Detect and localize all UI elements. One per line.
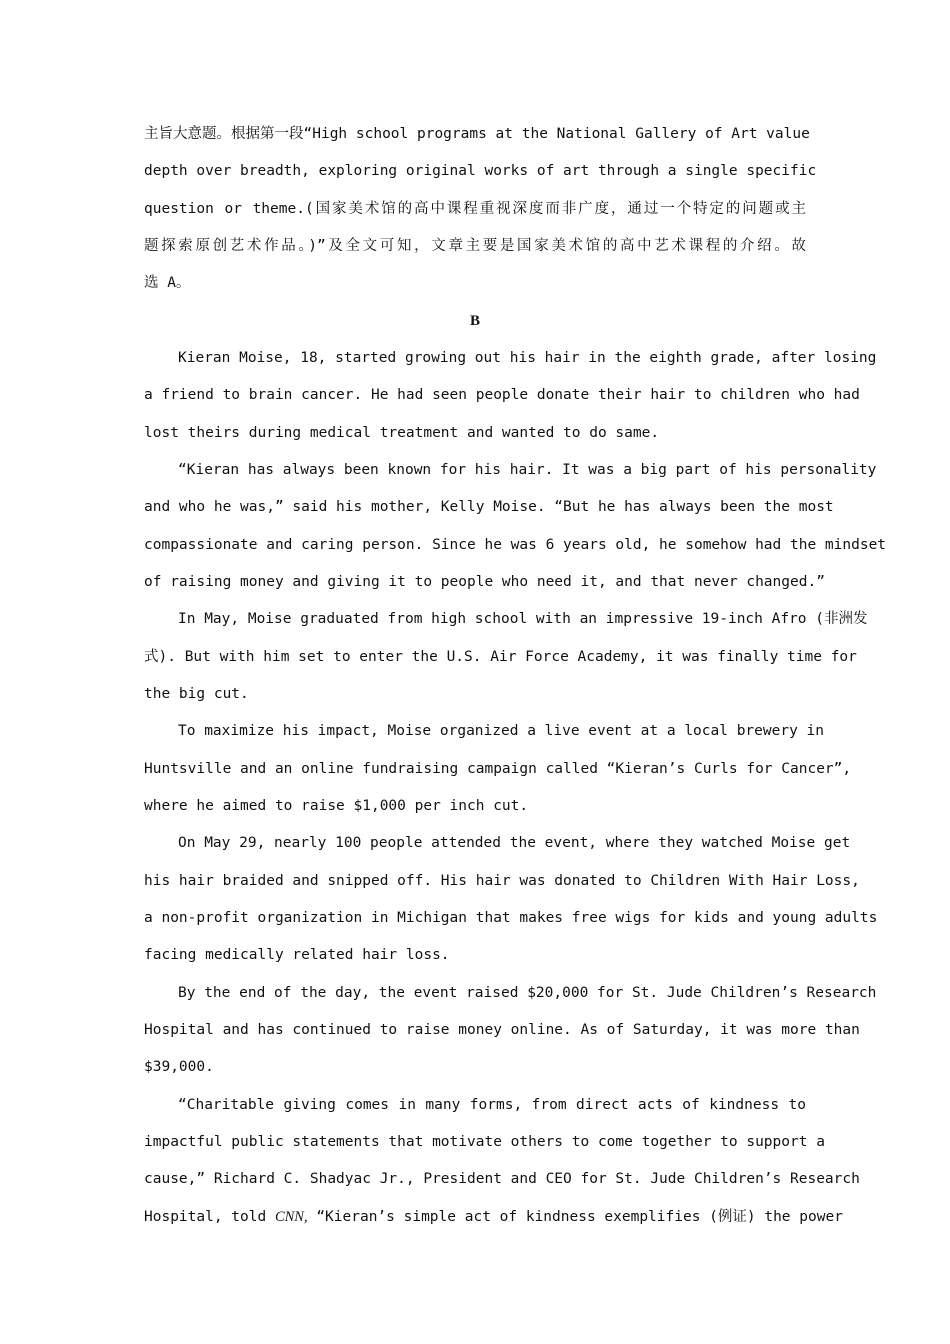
passage-line: and who he was,” said his mother, Kelly Moise. “But he has always been the most bbox=[144, 499, 834, 515]
passage-line: In May, Moise graduated from high school with an impressive 19-inch Afro (非洲发 bbox=[178, 611, 868, 627]
passage-line: By the end of the day, the event raised $20,000 for St. Jude Children’s Research bbox=[178, 985, 877, 1001]
passage-line: To maximize his impact, Moise organized a live event at a local brewery in bbox=[178, 723, 825, 739]
passage-line: of raising money and giving it to people who need it, and that never changed.” bbox=[144, 574, 825, 590]
passage-line: his hair braided and snipped off. His hair was donated to Children With Hair Loss, bbox=[144, 873, 860, 889]
passage-line: $39,000. bbox=[144, 1059, 214, 1075]
passage-line: the big cut. bbox=[144, 686, 249, 702]
passage-line: Kieran Moise, 18, started growing out his hair in the eighth grade, after losing bbox=[178, 350, 877, 366]
analysis-line-5: 选 A。 bbox=[144, 275, 191, 291]
analysis-line-2: depth over breadth, exploring original works of art through a single specific bbox=[144, 163, 817, 179]
passage-line: 式). But with him set to enter the U.S. Air Force Academy, it was finally time for bbox=[144, 649, 857, 665]
passage-text: Hospital, told bbox=[144, 1209, 275, 1225]
passage-line: where he aimed to raise $1,000 per inch cut. bbox=[144, 798, 529, 814]
passage-line: a non-profit organization in Michigan that makes free wigs for kids and young adults bbox=[144, 910, 878, 926]
source-name: CNN, bbox=[274, 1209, 308, 1225]
passage-line: facing medically related hair loss. bbox=[144, 947, 450, 963]
passage-line: a friend to brain cancer. He had seen people donate their hair to children who had bbox=[144, 387, 860, 403]
passage-line: impactful public statements that motivate others to come together to support a bbox=[144, 1134, 825, 1150]
analysis-line-3: question or theme.(国家美术馆的高中课程重视深度而非广度，通过一个特定的问题或主 bbox=[144, 201, 806, 217]
passage-line: lost theirs during medical treatment and wanted to do same. bbox=[144, 425, 660, 441]
passage-line: Hospital and has continued to raise money online. As of Saturday, it was more than bbox=[144, 1022, 860, 1038]
passage-line: On May 29, nearly 100 people attended the event, where they watched Moise get bbox=[178, 835, 851, 851]
analysis-line-1: 主旨大意题。根据第一段“High school programs at the National Gallery of Art value bbox=[144, 126, 810, 142]
passage-text: “Kieran’s simple act of kindness exemplifies (例证) the power bbox=[307, 1209, 843, 1225]
passage-line: cause,” Richard C. Shadyac Jr., President and CEO for St. Jude Children’s Research bbox=[144, 1171, 860, 1187]
analysis-line-4: 题探索原创艺术作品。)”及全文可知，文章主要是国家美术馆的高中艺术课程的介绍。故 bbox=[144, 238, 806, 254]
passage-line: “Charitable giving comes in many forms, from direct acts of kindness to bbox=[178, 1097, 806, 1113]
section-heading: B bbox=[469, 313, 480, 329]
passage-line: Huntsville and an online fundraising campaign called “Kieran’s Curls for Cancer”, bbox=[144, 761, 852, 777]
passage-line: “Kieran has always been known for his hair. It was a big part of his personality bbox=[178, 462, 877, 478]
passage-last-line bbox=[144, 1207, 843, 1227]
passage-line: compassionate and caring person. Since he was 6 years old, he somehow had the mindset bbox=[144, 537, 887, 553]
